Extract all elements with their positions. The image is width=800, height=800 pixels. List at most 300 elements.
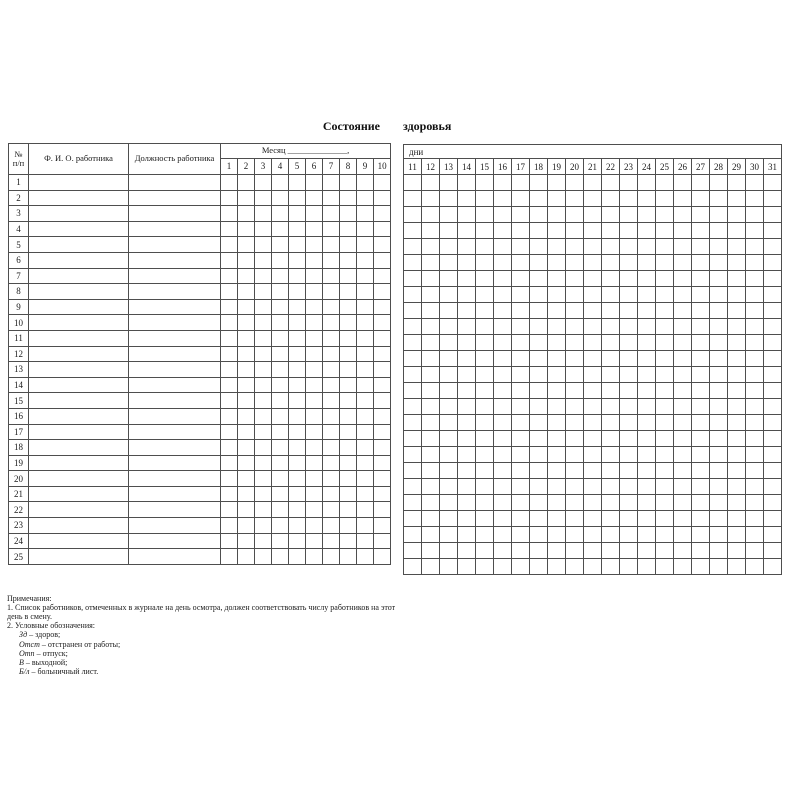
mark-cell[interactable] [548, 255, 566, 271]
mark-cell[interactable] [289, 533, 306, 549]
mark-cell[interactable] [692, 447, 710, 463]
mark-cell[interactable] [638, 239, 656, 255]
mark-cell[interactable] [422, 367, 440, 383]
mark-cell[interactable] [602, 479, 620, 495]
mark-cell[interactable] [548, 447, 566, 463]
mark-cell[interactable] [440, 511, 458, 527]
mark-cell[interactable] [494, 319, 512, 335]
mark-cell[interactable] [746, 447, 764, 463]
mark-cell[interactable] [584, 479, 602, 495]
mark-cell[interactable] [620, 303, 638, 319]
mark-cell[interactable] [404, 207, 422, 223]
mark-cell[interactable] [692, 223, 710, 239]
fio-cell[interactable] [29, 518, 129, 534]
mark-cell[interactable] [476, 271, 494, 287]
mark-cell[interactable] [289, 268, 306, 284]
mark-cell[interactable] [306, 424, 323, 440]
position-cell[interactable] [129, 237, 221, 253]
mark-cell[interactable] [692, 175, 710, 191]
mark-cell[interactable] [306, 455, 323, 471]
position-cell[interactable] [129, 175, 221, 191]
mark-cell[interactable] [620, 271, 638, 287]
mark-cell[interactable] [620, 239, 638, 255]
mark-cell[interactable] [602, 431, 620, 447]
mark-cell[interactable] [289, 252, 306, 268]
mark-cell[interactable] [440, 367, 458, 383]
mark-cell[interactable] [323, 330, 340, 346]
mark-cell[interactable] [323, 533, 340, 549]
mark-cell[interactable] [692, 543, 710, 559]
mark-cell[interactable] [374, 518, 391, 534]
fio-cell[interactable] [29, 330, 129, 346]
mark-cell[interactable] [221, 393, 238, 409]
mark-cell[interactable] [692, 415, 710, 431]
mark-cell[interactable] [602, 559, 620, 575]
mark-cell[interactable] [656, 287, 674, 303]
mark-cell[interactable] [374, 440, 391, 456]
mark-cell[interactable] [357, 533, 374, 549]
mark-cell[interactable] [728, 255, 746, 271]
mark-cell[interactable] [692, 399, 710, 415]
mark-cell[interactable] [548, 479, 566, 495]
fio-cell[interactable] [29, 299, 129, 315]
mark-cell[interactable] [404, 351, 422, 367]
position-cell[interactable] [129, 549, 221, 565]
mark-cell[interactable] [746, 559, 764, 575]
mark-cell[interactable] [340, 284, 357, 300]
mark-cell[interactable] [374, 315, 391, 331]
mark-cell[interactable] [238, 346, 255, 362]
mark-cell[interactable] [710, 335, 728, 351]
mark-cell[interactable] [323, 284, 340, 300]
mark-cell[interactable] [764, 447, 782, 463]
fio-cell[interactable] [29, 377, 129, 393]
position-cell[interactable] [129, 502, 221, 518]
mark-cell[interactable] [255, 206, 272, 222]
mark-cell[interactable] [710, 319, 728, 335]
mark-cell[interactable] [422, 543, 440, 559]
mark-cell[interactable] [548, 303, 566, 319]
mark-cell[interactable] [638, 351, 656, 367]
mark-cell[interactable] [656, 207, 674, 223]
mark-cell[interactable] [440, 319, 458, 335]
mark-cell[interactable] [255, 299, 272, 315]
mark-cell[interactable] [512, 447, 530, 463]
mark-cell[interactable] [692, 319, 710, 335]
mark-cell[interactable] [422, 175, 440, 191]
mark-cell[interactable] [476, 495, 494, 511]
mark-cell[interactable] [476, 223, 494, 239]
mark-cell[interactable] [710, 479, 728, 495]
mark-cell[interactable] [512, 367, 530, 383]
mark-cell[interactable] [221, 533, 238, 549]
mark-cell[interactable] [306, 237, 323, 253]
mark-cell[interactable] [374, 393, 391, 409]
mark-cell[interactable] [289, 362, 306, 378]
mark-cell[interactable] [323, 440, 340, 456]
mark-cell[interactable] [566, 431, 584, 447]
mark-cell[interactable] [548, 191, 566, 207]
mark-cell[interactable] [340, 377, 357, 393]
mark-cell[interactable] [620, 335, 638, 351]
mark-cell[interactable] [638, 367, 656, 383]
mark-cell[interactable] [602, 415, 620, 431]
mark-cell[interactable] [602, 287, 620, 303]
mark-cell[interactable] [238, 252, 255, 268]
mark-cell[interactable] [272, 502, 289, 518]
mark-cell[interactable] [728, 335, 746, 351]
mark-cell[interactable] [764, 383, 782, 399]
mark-cell[interactable] [494, 463, 512, 479]
mark-cell[interactable] [764, 207, 782, 223]
mark-cell[interactable] [323, 346, 340, 362]
mark-cell[interactable] [476, 431, 494, 447]
mark-cell[interactable] [656, 527, 674, 543]
position-cell[interactable] [129, 206, 221, 222]
mark-cell[interactable] [566, 335, 584, 351]
mark-cell[interactable] [440, 239, 458, 255]
mark-cell[interactable] [340, 362, 357, 378]
mark-cell[interactable] [272, 221, 289, 237]
mark-cell[interactable] [548, 415, 566, 431]
mark-cell[interactable] [238, 284, 255, 300]
mark-cell[interactable] [656, 479, 674, 495]
mark-cell[interactable] [620, 223, 638, 239]
mark-cell[interactable] [289, 393, 306, 409]
mark-cell[interactable] [764, 351, 782, 367]
mark-cell[interactable] [602, 335, 620, 351]
mark-cell[interactable] [674, 287, 692, 303]
mark-cell[interactable] [255, 518, 272, 534]
mark-cell[interactable] [620, 415, 638, 431]
mark-cell[interactable] [728, 559, 746, 575]
mark-cell[interactable] [674, 479, 692, 495]
mark-cell[interactable] [374, 486, 391, 502]
mark-cell[interactable] [620, 527, 638, 543]
mark-cell[interactable] [340, 315, 357, 331]
mark-cell[interactable] [404, 191, 422, 207]
mark-cell[interactable] [272, 440, 289, 456]
mark-cell[interactable] [289, 221, 306, 237]
mark-cell[interactable] [374, 362, 391, 378]
mark-cell[interactable] [255, 393, 272, 409]
mark-cell[interactable] [238, 175, 255, 191]
mark-cell[interactable] [566, 175, 584, 191]
mark-cell[interactable] [404, 175, 422, 191]
mark-cell[interactable] [548, 559, 566, 575]
mark-cell[interactable] [620, 367, 638, 383]
mark-cell[interactable] [238, 533, 255, 549]
mark-cell[interactable] [764, 511, 782, 527]
mark-cell[interactable] [323, 393, 340, 409]
mark-cell[interactable] [340, 190, 357, 206]
mark-cell[interactable] [746, 255, 764, 271]
mark-cell[interactable] [584, 287, 602, 303]
mark-cell[interactable] [440, 223, 458, 239]
mark-cell[interactable] [306, 190, 323, 206]
mark-cell[interactable] [238, 440, 255, 456]
mark-cell[interactable] [512, 191, 530, 207]
mark-cell[interactable] [620, 431, 638, 447]
mark-cell[interactable] [323, 268, 340, 284]
mark-cell[interactable] [746, 351, 764, 367]
mark-cell[interactable] [221, 346, 238, 362]
mark-cell[interactable] [458, 527, 476, 543]
mark-cell[interactable] [512, 351, 530, 367]
mark-cell[interactable] [458, 415, 476, 431]
position-cell[interactable] [129, 252, 221, 268]
mark-cell[interactable] [674, 527, 692, 543]
mark-cell[interactable] [340, 549, 357, 565]
mark-cell[interactable] [584, 239, 602, 255]
mark-cell[interactable] [548, 383, 566, 399]
mark-cell[interactable] [238, 455, 255, 471]
mark-cell[interactable] [566, 367, 584, 383]
mark-cell[interactable] [422, 207, 440, 223]
mark-cell[interactable] [512, 543, 530, 559]
mark-cell[interactable] [728, 303, 746, 319]
mark-cell[interactable] [440, 207, 458, 223]
fio-cell[interactable] [29, 346, 129, 362]
mark-cell[interactable] [638, 335, 656, 351]
mark-cell[interactable] [306, 393, 323, 409]
fio-cell[interactable] [29, 393, 129, 409]
mark-cell[interactable] [404, 303, 422, 319]
mark-cell[interactable] [340, 408, 357, 424]
mark-cell[interactable] [289, 486, 306, 502]
mark-cell[interactable] [272, 237, 289, 253]
mark-cell[interactable] [530, 223, 548, 239]
mark-cell[interactable] [272, 424, 289, 440]
mark-cell[interactable] [374, 252, 391, 268]
mark-cell[interactable] [221, 377, 238, 393]
mark-cell[interactable] [255, 237, 272, 253]
mark-cell[interactable] [404, 431, 422, 447]
mark-cell[interactable] [306, 549, 323, 565]
position-cell[interactable] [129, 346, 221, 362]
mark-cell[interactable] [548, 175, 566, 191]
mark-cell[interactable] [710, 399, 728, 415]
mark-cell[interactable] [422, 191, 440, 207]
mark-cell[interactable] [440, 399, 458, 415]
mark-cell[interactable] [272, 549, 289, 565]
mark-cell[interactable] [764, 479, 782, 495]
mark-cell[interactable] [221, 362, 238, 378]
mark-cell[interactable] [272, 471, 289, 487]
mark-cell[interactable] [494, 191, 512, 207]
mark-cell[interactable] [710, 543, 728, 559]
mark-cell[interactable] [566, 543, 584, 559]
mark-cell[interactable] [374, 190, 391, 206]
mark-cell[interactable] [548, 399, 566, 415]
mark-cell[interactable] [494, 447, 512, 463]
mark-cell[interactable] [746, 479, 764, 495]
mark-cell[interactable] [530, 527, 548, 543]
mark-cell[interactable] [638, 527, 656, 543]
mark-cell[interactable] [512, 511, 530, 527]
mark-cell[interactable] [255, 175, 272, 191]
mark-cell[interactable] [238, 393, 255, 409]
mark-cell[interactable] [512, 255, 530, 271]
mark-cell[interactable] [374, 549, 391, 565]
mark-cell[interactable] [404, 287, 422, 303]
mark-cell[interactable] [422, 335, 440, 351]
mark-cell[interactable] [638, 415, 656, 431]
mark-cell[interactable] [458, 367, 476, 383]
mark-cell[interactable] [620, 559, 638, 575]
mark-cell[interactable] [602, 511, 620, 527]
mark-cell[interactable] [272, 315, 289, 331]
mark-cell[interactable] [692, 495, 710, 511]
mark-cell[interactable] [374, 346, 391, 362]
mark-cell[interactable] [404, 511, 422, 527]
mark-cell[interactable] [476, 383, 494, 399]
mark-cell[interactable] [512, 335, 530, 351]
mark-cell[interactable] [710, 367, 728, 383]
mark-cell[interactable] [340, 518, 357, 534]
position-cell[interactable] [129, 471, 221, 487]
mark-cell[interactable] [638, 223, 656, 239]
mark-cell[interactable] [306, 284, 323, 300]
mark-cell[interactable] [422, 383, 440, 399]
mark-cell[interactable] [656, 447, 674, 463]
mark-cell[interactable] [494, 559, 512, 575]
mark-cell[interactable] [494, 303, 512, 319]
mark-cell[interactable] [238, 377, 255, 393]
mark-cell[interactable] [674, 463, 692, 479]
mark-cell[interactable] [221, 221, 238, 237]
mark-cell[interactable] [656, 495, 674, 511]
mark-cell[interactable] [221, 252, 238, 268]
mark-cell[interactable] [656, 415, 674, 431]
mark-cell[interactable] [306, 518, 323, 534]
mark-cell[interactable] [238, 424, 255, 440]
mark-cell[interactable] [255, 486, 272, 502]
mark-cell[interactable] [374, 330, 391, 346]
mark-cell[interactable] [602, 399, 620, 415]
mark-cell[interactable] [476, 335, 494, 351]
fio-cell[interactable] [29, 362, 129, 378]
mark-cell[interactable] [620, 479, 638, 495]
mark-cell[interactable] [764, 463, 782, 479]
mark-cell[interactable] [340, 533, 357, 549]
fio-cell[interactable] [29, 206, 129, 222]
mark-cell[interactable] [764, 335, 782, 351]
mark-cell[interactable] [746, 191, 764, 207]
mark-cell[interactable] [566, 559, 584, 575]
mark-cell[interactable] [674, 191, 692, 207]
mark-cell[interactable] [306, 408, 323, 424]
mark-cell[interactable] [692, 559, 710, 575]
mark-cell[interactable] [602, 255, 620, 271]
mark-cell[interactable] [710, 559, 728, 575]
mark-cell[interactable] [674, 223, 692, 239]
mark-cell[interactable] [602, 319, 620, 335]
mark-cell[interactable] [764, 319, 782, 335]
mark-cell[interactable] [602, 223, 620, 239]
mark-cell[interactable] [494, 511, 512, 527]
mark-cell[interactable] [221, 284, 238, 300]
mark-cell[interactable] [289, 175, 306, 191]
mark-cell[interactable] [374, 299, 391, 315]
mark-cell[interactable] [512, 287, 530, 303]
mark-cell[interactable] [374, 175, 391, 191]
mark-cell[interactable] [289, 377, 306, 393]
mark-cell[interactable] [530, 543, 548, 559]
mark-cell[interactable] [374, 502, 391, 518]
mark-cell[interactable] [404, 383, 422, 399]
mark-cell[interactable] [306, 252, 323, 268]
mark-cell[interactable] [638, 271, 656, 287]
position-cell[interactable] [129, 284, 221, 300]
mark-cell[interactable] [323, 455, 340, 471]
mark-cell[interactable] [710, 191, 728, 207]
mark-cell[interactable] [638, 287, 656, 303]
mark-cell[interactable] [323, 486, 340, 502]
mark-cell[interactable] [404, 335, 422, 351]
fio-cell[interactable] [29, 221, 129, 237]
mark-cell[interactable] [476, 207, 494, 223]
mark-cell[interactable] [746, 511, 764, 527]
fio-cell[interactable] [29, 268, 129, 284]
mark-cell[interactable] [340, 299, 357, 315]
mark-cell[interactable] [340, 330, 357, 346]
mark-cell[interactable] [340, 486, 357, 502]
mark-cell[interactable] [422, 271, 440, 287]
mark-cell[interactable] [306, 346, 323, 362]
mark-cell[interactable] [255, 190, 272, 206]
mark-cell[interactable] [221, 237, 238, 253]
mark-cell[interactable] [746, 319, 764, 335]
mark-cell[interactable] [674, 367, 692, 383]
mark-cell[interactable] [530, 399, 548, 415]
mark-cell[interactable] [530, 415, 548, 431]
mark-cell[interactable] [255, 455, 272, 471]
mark-cell[interactable] [458, 319, 476, 335]
mark-cell[interactable] [512, 223, 530, 239]
mark-cell[interactable] [674, 543, 692, 559]
position-cell[interactable] [129, 377, 221, 393]
mark-cell[interactable] [674, 271, 692, 287]
mark-cell[interactable] [458, 207, 476, 223]
mark-cell[interactable] [255, 377, 272, 393]
mark-cell[interactable] [584, 431, 602, 447]
mark-cell[interactable] [602, 495, 620, 511]
mark-cell[interactable] [255, 440, 272, 456]
mark-cell[interactable] [440, 495, 458, 511]
mark-cell[interactable] [357, 455, 374, 471]
mark-cell[interactable] [221, 471, 238, 487]
mark-cell[interactable] [357, 221, 374, 237]
mark-cell[interactable] [584, 175, 602, 191]
mark-cell[interactable] [422, 351, 440, 367]
mark-cell[interactable] [602, 303, 620, 319]
mark-cell[interactable] [710, 495, 728, 511]
mark-cell[interactable] [692, 431, 710, 447]
mark-cell[interactable] [221, 440, 238, 456]
mark-cell[interactable] [404, 559, 422, 575]
mark-cell[interactable] [289, 206, 306, 222]
mark-cell[interactable] [255, 330, 272, 346]
mark-cell[interactable] [422, 319, 440, 335]
mark-cell[interactable] [602, 447, 620, 463]
mark-cell[interactable] [530, 303, 548, 319]
mark-cell[interactable] [728, 495, 746, 511]
mark-cell[interactable] [422, 527, 440, 543]
mark-cell[interactable] [656, 335, 674, 351]
mark-cell[interactable] [323, 471, 340, 487]
mark-cell[interactable] [584, 527, 602, 543]
